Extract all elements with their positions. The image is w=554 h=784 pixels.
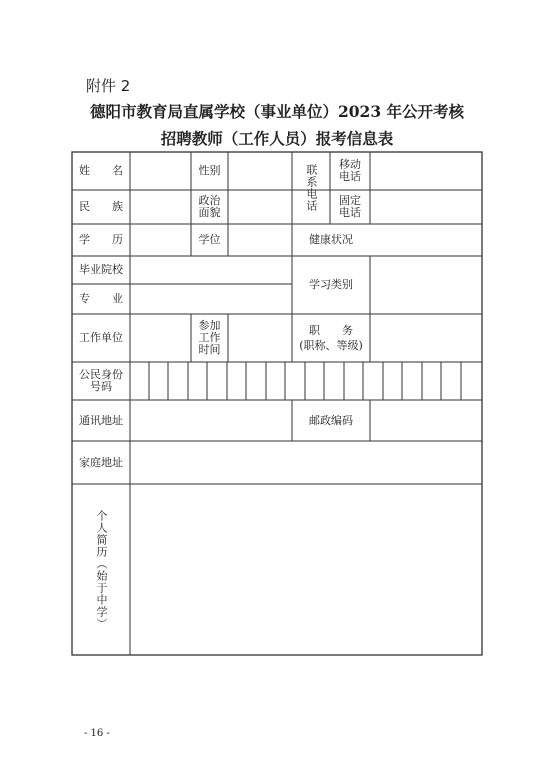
label-political-status: 政治面貌 [198, 194, 221, 219]
label-major: 专 业 [79, 292, 123, 305]
label-id-number: 公民身份号码 [79, 368, 123, 393]
input-position[interactable] [371, 315, 481, 361]
label-position-main: 职 务 [309, 323, 353, 337]
label-home-address: 家庭地址 [79, 455, 123, 469]
input-degree[interactable] [131, 225, 190, 255]
input-major[interactable] [131, 285, 291, 313]
label-postcode: 邮政编码 [309, 413, 353, 427]
input-graduate-school[interactable] [131, 257, 291, 283]
label-position-sub: (职称、等级) [299, 338, 363, 352]
input-id-number[interactable] [131, 363, 481, 399]
input-home-address[interactable] [131, 442, 481, 483]
form-title-line2: 招聘教师（工作人员）报考信息表 [160, 129, 394, 148]
input-name[interactable] [131, 153, 190, 189]
label-academic-degree: 学位 [198, 233, 221, 246]
attachment-label: 附件 2 [86, 77, 131, 95]
input-health[interactable] [371, 225, 481, 255]
input-gender[interactable] [229, 153, 291, 189]
input-address[interactable] [131, 401, 291, 440]
input-start-work-time[interactable] [229, 315, 291, 361]
page-number: - 16 - [84, 728, 110, 739]
label-start-work-time: 参加工作时间 [198, 319, 221, 356]
label-position [292, 314, 370, 362]
label-contact-phone: 联系电话 [305, 164, 318, 212]
input-ethnicity[interactable] [131, 191, 190, 223]
label-study-type: 学习类别 [309, 278, 353, 291]
label-graduate-school: 毕业院校 [79, 263, 123, 276]
label-mobile-phone: 移动电话 [339, 158, 361, 183]
label-work-unit: 工作单位 [79, 331, 123, 344]
label-resume: 个人简历（始于中学） [95, 509, 108, 630]
label-landline: 固定电话 [339, 194, 361, 219]
label-address: 通讯地址 [79, 413, 123, 427]
label-name: 姓 名 [79, 164, 123, 177]
label-ethnicity: 民 族 [79, 200, 123, 213]
input-resume[interactable] [131, 485, 481, 654]
input-postcode[interactable] [371, 401, 481, 440]
input-political-status[interactable] [229, 191, 291, 223]
label-degree: 学 历 [79, 233, 123, 246]
input-academic-degree[interactable] [229, 225, 291, 255]
label-gender: 性别 [198, 164, 221, 177]
input-landline[interactable] [371, 191, 481, 223]
form-title-line1: 德阳市教育局直属学校（事业单位）2023 年公开考核 [89, 102, 465, 121]
input-study-type[interactable] [371, 257, 481, 313]
label-health: 健康状况 [309, 233, 353, 246]
input-work-unit[interactable] [131, 315, 190, 361]
input-mobile-phone[interactable] [371, 153, 481, 189]
